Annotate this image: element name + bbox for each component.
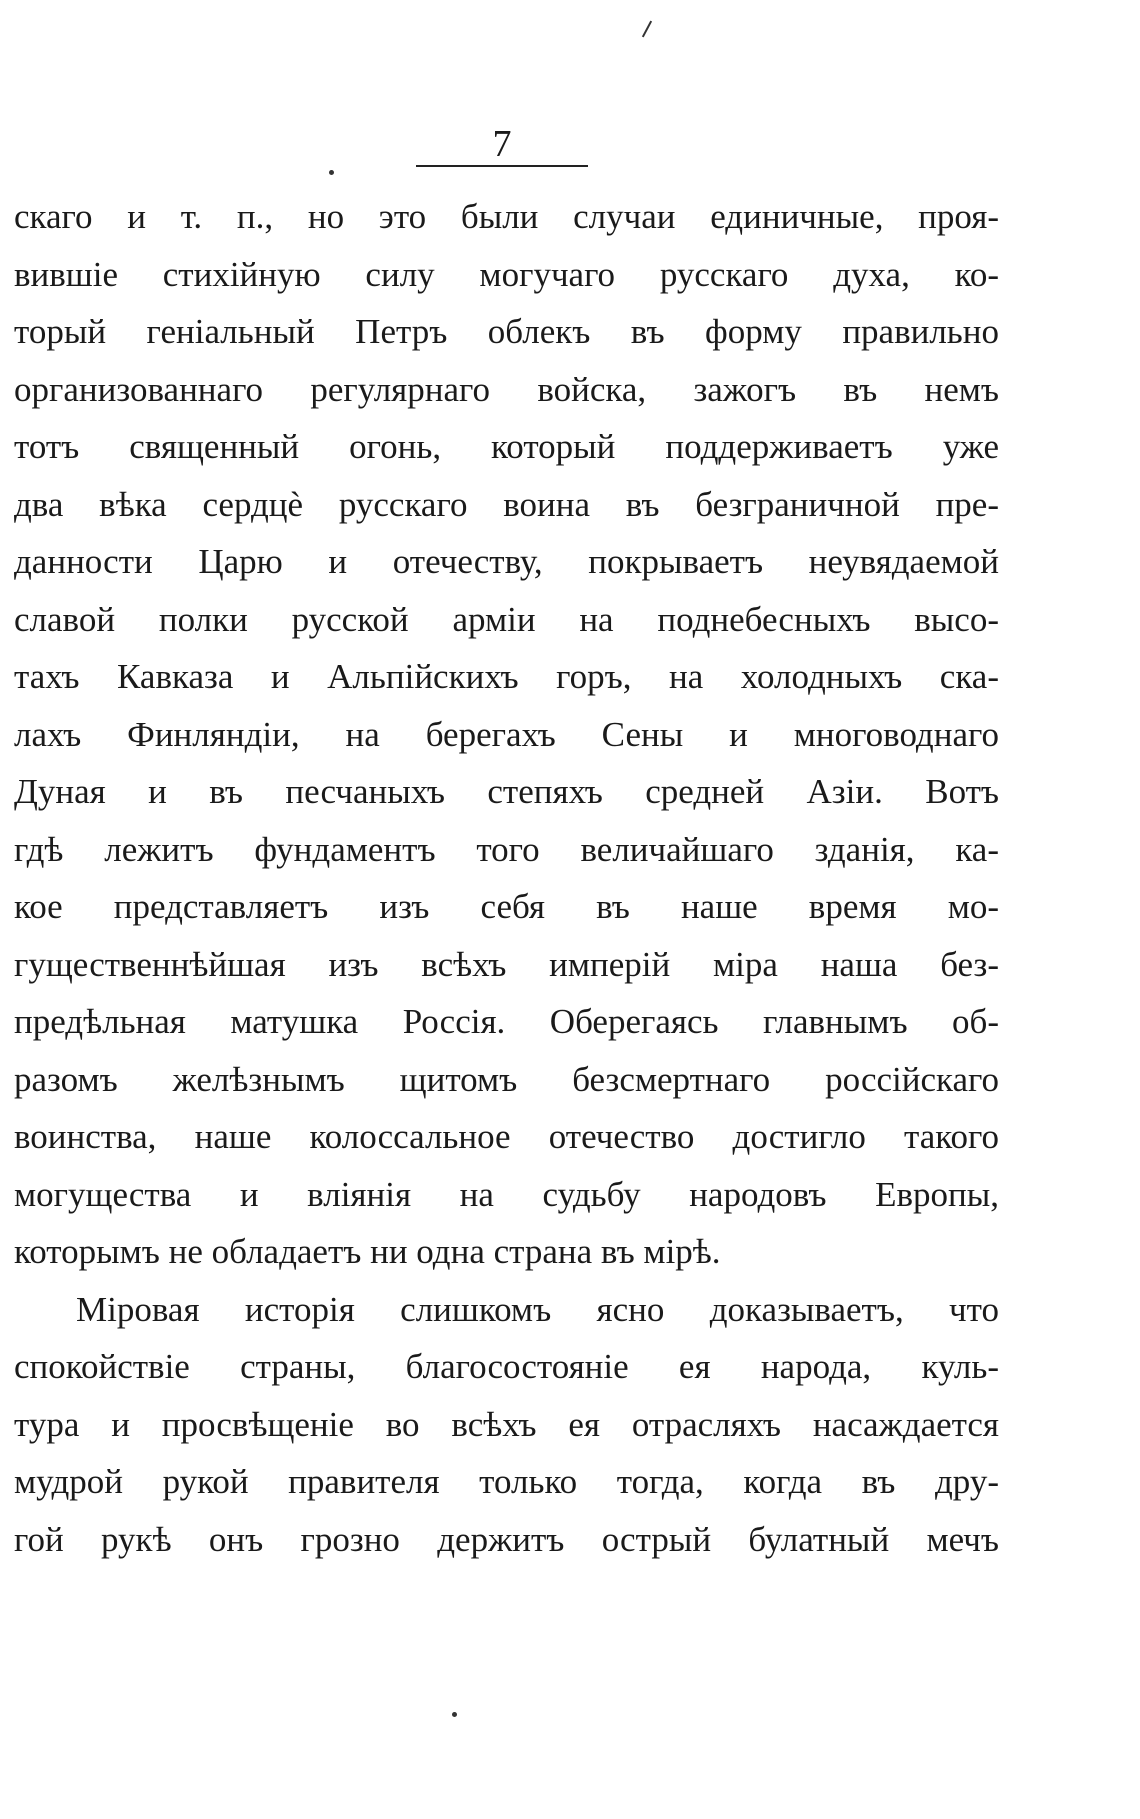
text-line: вившіе стихійную силу могучаго русскаго духа, ко- bbox=[14, 254, 999, 294]
ink-dot bbox=[329, 170, 334, 175]
text-line: Міровая исторія слишкомъ ясно доказываетъ, что bbox=[76, 1289, 999, 1329]
text-line: спокойствіе страны, благосостояніе ея народа, куль- bbox=[14, 1347, 999, 1386]
text-line: тотъ священный огонь, который поддерживаетъ уже bbox=[14, 427, 999, 466]
page-number-block bbox=[416, 124, 588, 170]
text-line: лахъ Финляндіи, на берегахъ Сены и многоводнаго bbox=[14, 714, 999, 754]
text-line: гой рукѣ онъ грозно держитъ острый булатный мечъ bbox=[14, 1519, 999, 1559]
page-number-rule bbox=[416, 165, 588, 167]
text-line: два вѣка сердцѐ русскаго воина въ безграничной пре- bbox=[14, 484, 999, 524]
text-line: Дуная и въ песчаныхъ степяхъ средней Азіи. Вотъ bbox=[14, 772, 999, 811]
text-line: разомъ желѣзнымъ щитомъ безсмертнаго россійскаго bbox=[14, 1059, 999, 1099]
text-line: торый геніальный Петръ облекъ въ форму правильно bbox=[14, 312, 999, 351]
page-number: 7 bbox=[492, 123, 512, 165]
text-line: предѣльная матушка Россія. Оберегаясь главнымъ об- bbox=[14, 1002, 999, 1041]
paragraph bbox=[14, 1281, 999, 1569]
paragraph bbox=[14, 188, 999, 1281]
stray-ink-mark bbox=[642, 21, 652, 38]
body-text bbox=[14, 188, 999, 1568]
text-line: гущественнѣйшая изъ всѣхъ имперій міра наша без- bbox=[14, 944, 999, 984]
text-line: могущества и вліянія на судьбу народовъ Европы, bbox=[14, 1174, 999, 1214]
text-line: тахъ Кавказа и Альпійскихъ горъ, на холодныхъ ска- bbox=[14, 657, 999, 696]
text-line: кое представляетъ изъ себя въ наше время мо- bbox=[14, 887, 999, 926]
text-line: которымъ не обладаетъ ни одна страна въ мірѣ. bbox=[14, 1232, 721, 1271]
text-line: скаго и т. п., но это были случаи единичные, проя- bbox=[14, 197, 999, 236]
text-line: мудрой рукой правителя только тогда, когда въ дру- bbox=[14, 1462, 999, 1501]
ink-dot bbox=[452, 1712, 457, 1717]
text-line: тура и просвѣщеніе во всѣхъ ея отрасляхъ насаждается bbox=[14, 1404, 999, 1444]
text-line: воинства, наше колоссальное отечество достигло такого bbox=[14, 1117, 999, 1156]
text-line: организованнаго регулярнаго войска, зажогъ въ немъ bbox=[14, 369, 999, 409]
text-line: славой полки русской арміи на поднебесныхъ высо- bbox=[14, 599, 999, 639]
text-line: данности Царю и отечеству, покрываетъ неувядаемой bbox=[14, 542, 999, 581]
text-line: гдѣ лежитъ фундаментъ того величайшаго зданія, ка- bbox=[14, 829, 999, 869]
